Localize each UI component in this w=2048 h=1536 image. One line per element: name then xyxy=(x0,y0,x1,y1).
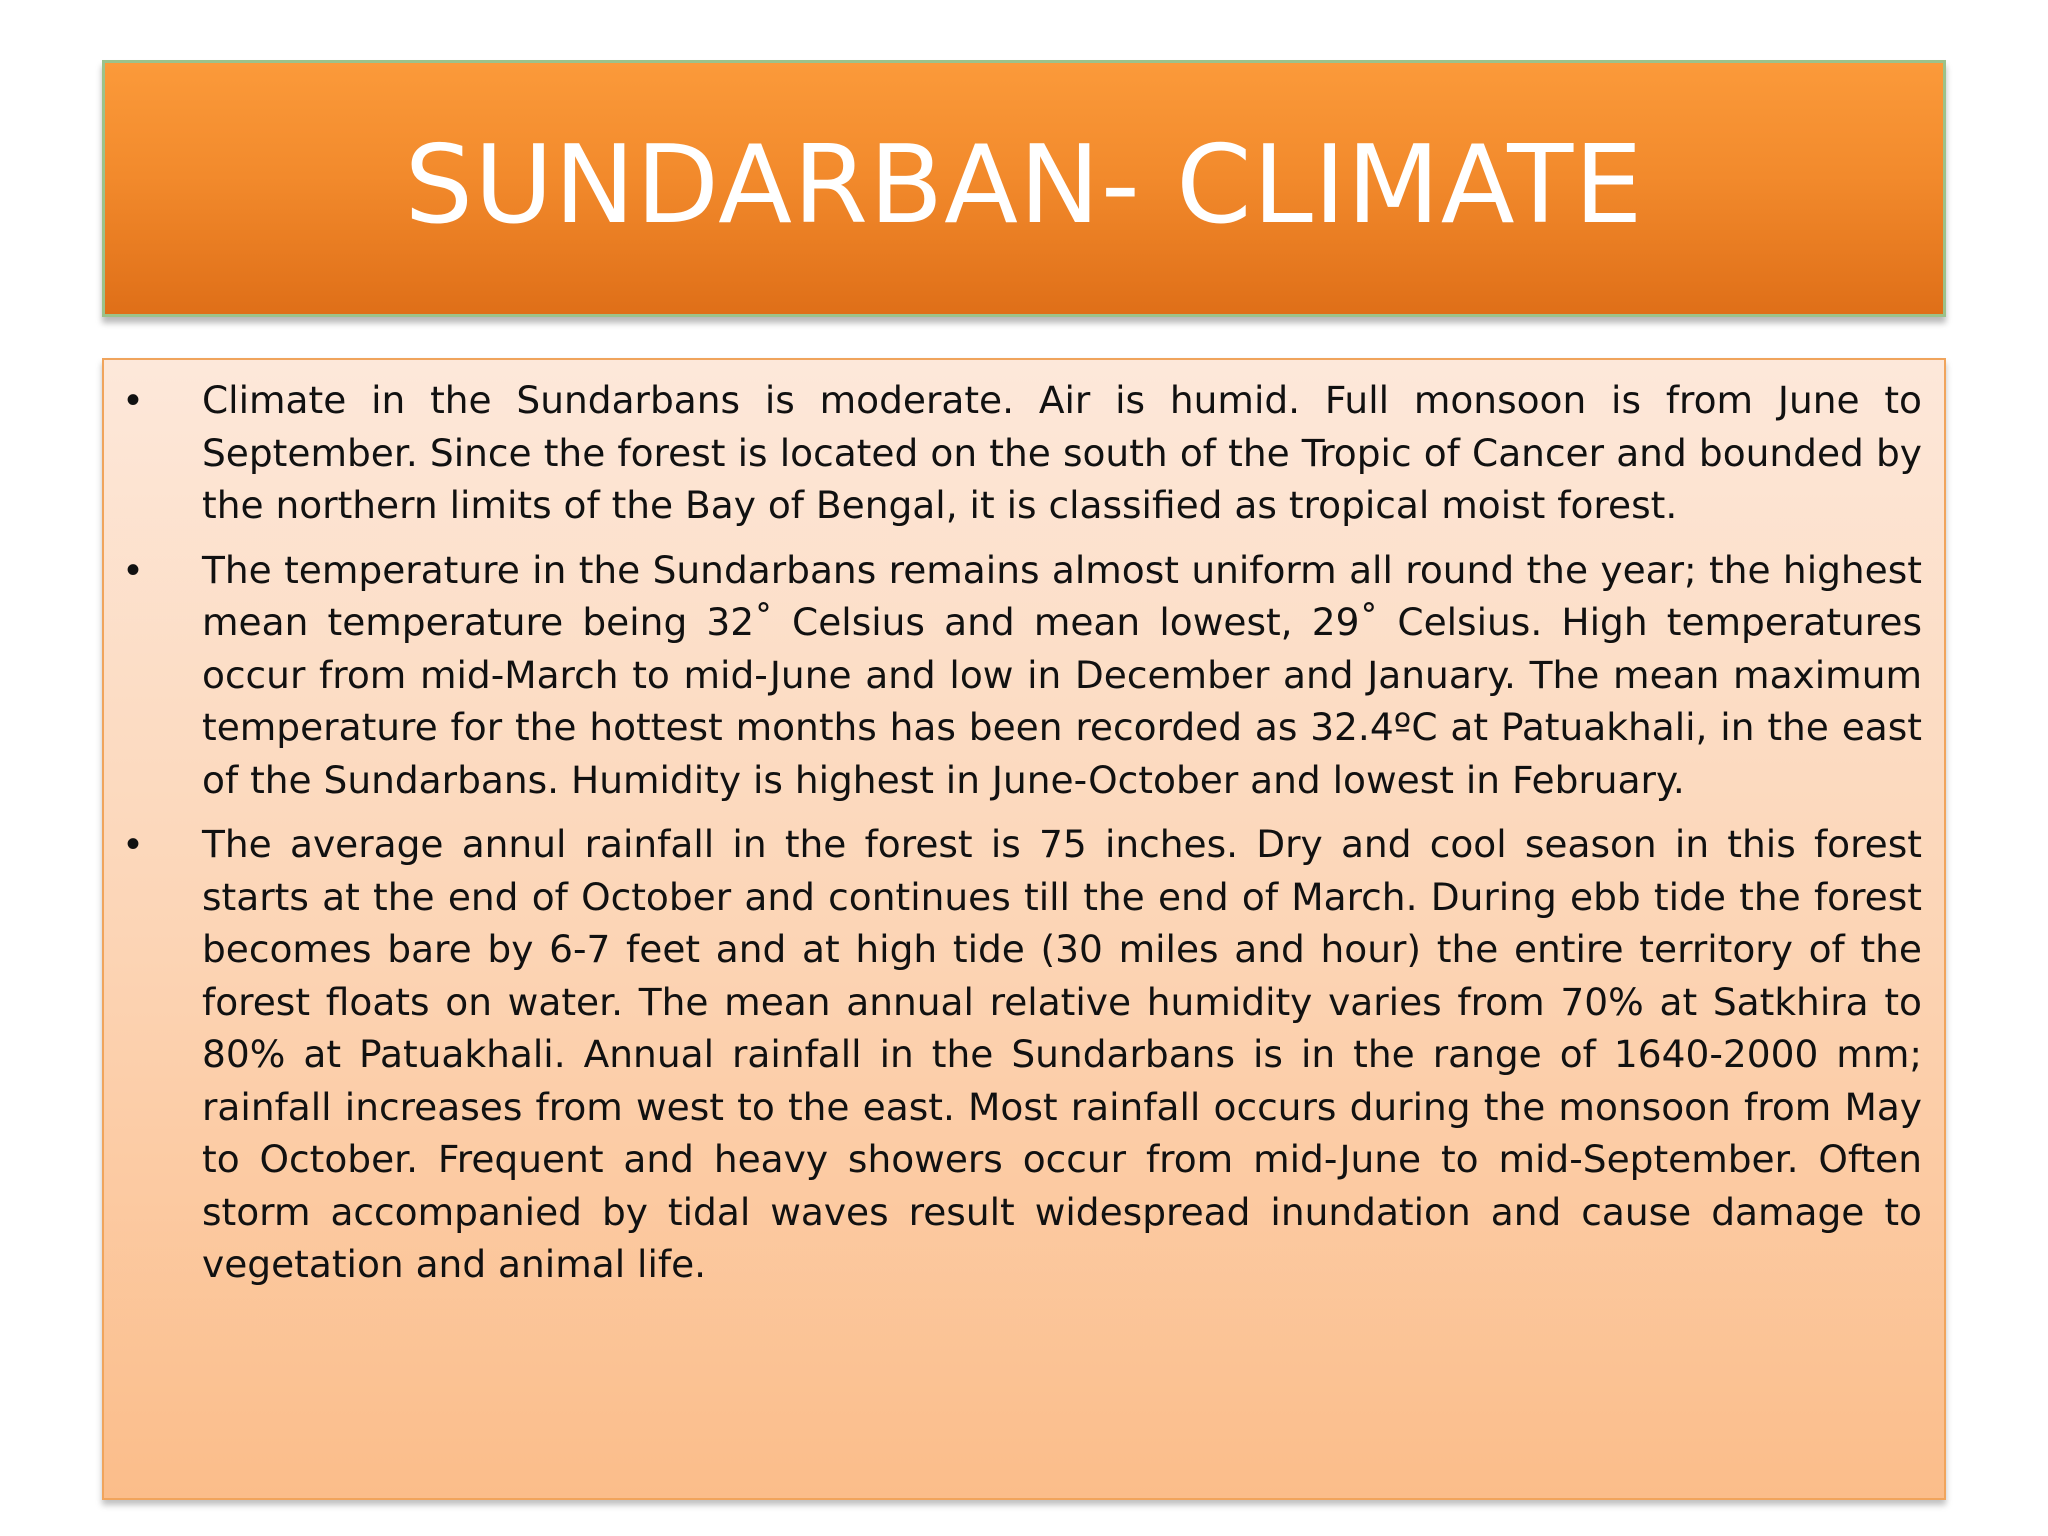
bullet-text: The temperature in the Sundarbans remains almost uniform all round the year; the highest mean temperature being 32˚ Celsius and mean lowest, 29˚ Celsius. High temperatures occur from mid-March to mid-June and low in December and January. The mean maximum temperature for the hottest months has been recorded as 32.4ºC at Patuakhali, in the east of the Sundarbans. Humidity is highest in June-October and lowest in February. xyxy=(202,547,1922,802)
bullet-text: Climate in the Sundarbans is moderate. Air is humid. Full monsoon is from June to September. Since the forest is located on the south of the Tropic of Cancer and bounded by the northern limits of the Bay of Bengal, it is classified as tropical moist forest. xyxy=(202,378,1922,527)
content-panel xyxy=(102,358,1946,1500)
bullet-item-rainfall xyxy=(104,818,1922,1291)
bullet-marker: • xyxy=(126,822,141,866)
bullet-item-temperature xyxy=(104,544,1922,807)
bullet-text: The average annul rainfall in the forest is 75 inches. Dry and cool season in this forest starts at the end of October and continues till the end of March. During ebb tide the forest becomes bare by 6-7 feet and at high tide (30 miles and hour) the entire territory of the forest floats on water. The mean annual relative humidity varies from 70% at Satkhira to 80% at Patuakhali. Annual rainfall in the Sundarbans is in the range of 1640-2000 mm; rainfall increases from west to the east. Most rainfall occurs during the monsoon from May to October. Frequent and heavy showers occur from mid-June to mid-September. Often storm accompanied by tidal waves result widespread inundation and cause damage to vegetation and animal life. xyxy=(202,822,1922,1286)
bullet-marker: • xyxy=(126,547,141,592)
slide-title: SUNDARBAN- CLIMATE xyxy=(404,122,1644,248)
bullet-item-climate xyxy=(104,374,1922,532)
title-banner xyxy=(102,60,1946,317)
bullet-marker: • xyxy=(126,378,141,422)
bullet-list xyxy=(104,374,1922,1291)
